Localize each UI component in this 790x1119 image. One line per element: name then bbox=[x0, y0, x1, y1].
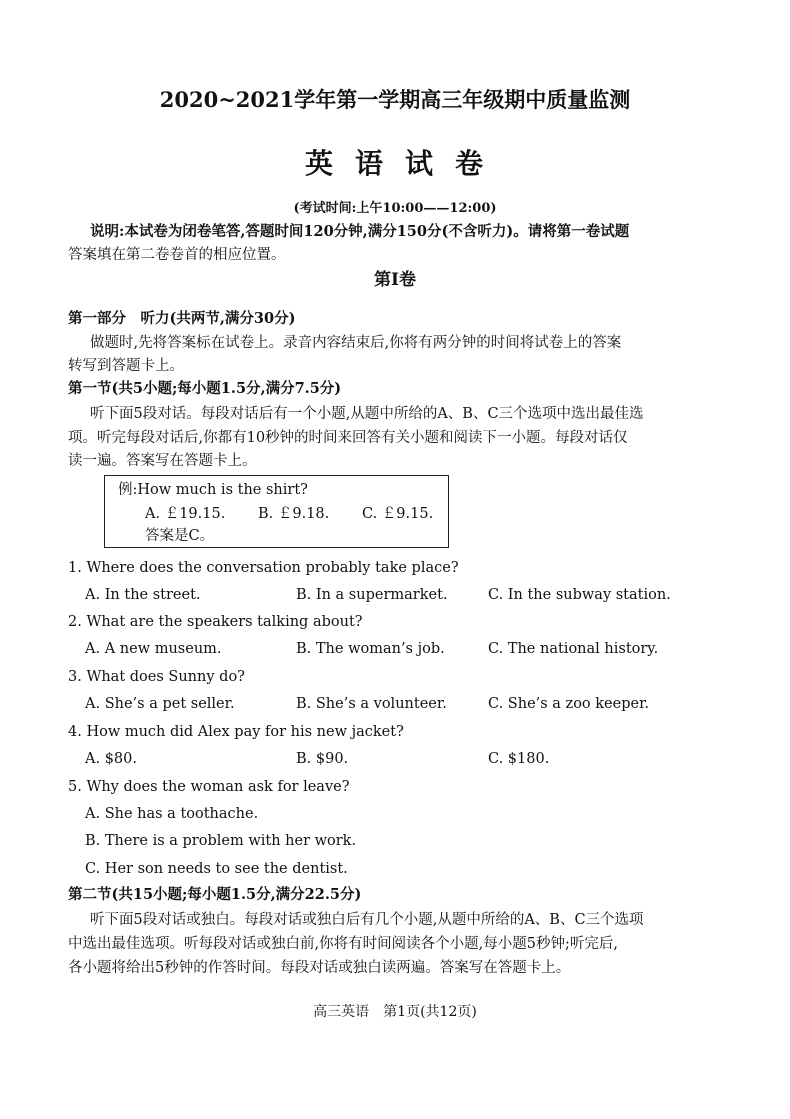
question-1: 1. Where does the conversation probably take place? bbox=[68, 560, 459, 576]
question-4-option-c: C. $180. bbox=[488, 751, 550, 767]
volume-title: 第I卷 bbox=[374, 270, 416, 290]
section2-intro-line-1: 听下面5段对话或独白。每段对话或独白后有几个小题,从题中所给的A、B、C三个选项 bbox=[90, 912, 644, 928]
section2-intro-line-3: 各小题将给出5秒钟的作答时间。每段对话或独白读两遍。答案写在答题卡上。 bbox=[68, 960, 571, 976]
section1-heading: 第一节(共5小题;每小题1.5分,满分7.5分) bbox=[68, 380, 342, 397]
question-5-option-a: A. She has a toothache. bbox=[85, 806, 259, 822]
question-5-option-b: B. There is a problem with her work. bbox=[85, 833, 357, 849]
section1-intro-line-3: 读一遍。答案写在答题卡上。 bbox=[68, 453, 257, 469]
question-2-option-a: A. A new museum. bbox=[85, 641, 222, 657]
question-3: 3. What does Sunny do? bbox=[68, 669, 245, 685]
question-3-option-a: A. She’s a pet seller. bbox=[85, 696, 235, 712]
question-2: 2. What are the speakers talking about? bbox=[68, 614, 363, 630]
part1-heading: 第一部分 听力(共两节,满分30分) bbox=[68, 310, 296, 327]
question-4: 4. How much did Alex pay for his new jacket? bbox=[68, 724, 404, 740]
part1-intro-line-2: 转写到答题卡上。 bbox=[68, 358, 184, 374]
page-footer: 高三英语 第1页(共12页) bbox=[313, 1004, 477, 1020]
section2-intro-line-2: 中选出最佳选项。听每段对话或独白前,你将有时间阅读各个小题,每小题5秒钟;听完后, bbox=[68, 936, 618, 952]
instructions-line-2: 答案填在第二卷卷首的相应位置。 bbox=[68, 247, 286, 263]
question-1-option-c: C. In the subway station. bbox=[488, 587, 671, 603]
instructions-line-1: 说明:本试卷为闭卷笔答,答题时间120分钟,满分150分(不含听力)。请将第一卷试题 bbox=[90, 223, 630, 240]
question-5-option-c: C. Her son needs to see the dentist. bbox=[85, 861, 348, 877]
example-option-b: B. ￡9.18. bbox=[258, 506, 330, 522]
exam-subject-title: 英语试卷 bbox=[304, 147, 505, 180]
question-3-option-b: B. She’s a volunteer. bbox=[296, 696, 447, 712]
question-4-option-b: B. $90. bbox=[296, 751, 349, 767]
question-4-option-a: A. $80. bbox=[85, 751, 137, 767]
exam-title: 2020~2021学年第一学期高三年级期中质量监测 bbox=[159, 87, 631, 112]
question-1-option-b: B. In a supermarket. bbox=[296, 587, 448, 603]
question-5: 5. Why does the woman ask for leave? bbox=[68, 779, 350, 795]
section1-intro-line-2: 项。听完每段对话后,你都有10秒钟的时间来回答有关小题和阅读下一小题。每段对话仅 bbox=[68, 430, 628, 446]
part1-intro-line-1: 做题时,先将答案标在试卷上。录音内容结束后,你将有两分钟的时间将试卷上的答案 bbox=[90, 335, 622, 351]
example-option-c: C. ￡9.15. bbox=[362, 506, 434, 522]
section1-intro-line-1: 听下面5段对话。每段对话后有一个小题,从题中所给的A、B、C三个选项中选出最佳选 bbox=[90, 406, 644, 422]
question-2-option-c: C. The national history. bbox=[488, 641, 659, 657]
exam-time: (考试时间:上午10:00——12:00) bbox=[293, 201, 497, 216]
section2-heading: 第二节(共15小题;每小题1.5分,满分22.5分) bbox=[68, 886, 362, 903]
example-question: 例:How much is the shirt? bbox=[118, 482, 308, 498]
example-option-a: A. ￡19.15. bbox=[145, 506, 226, 522]
question-3-option-c: C. She’s a zoo keeper. bbox=[488, 696, 650, 712]
question-2-option-b: B. The woman’s job. bbox=[296, 641, 445, 657]
question-1-option-a: A. In the street. bbox=[85, 587, 201, 603]
example-answer: 答案是C。 bbox=[145, 528, 215, 544]
